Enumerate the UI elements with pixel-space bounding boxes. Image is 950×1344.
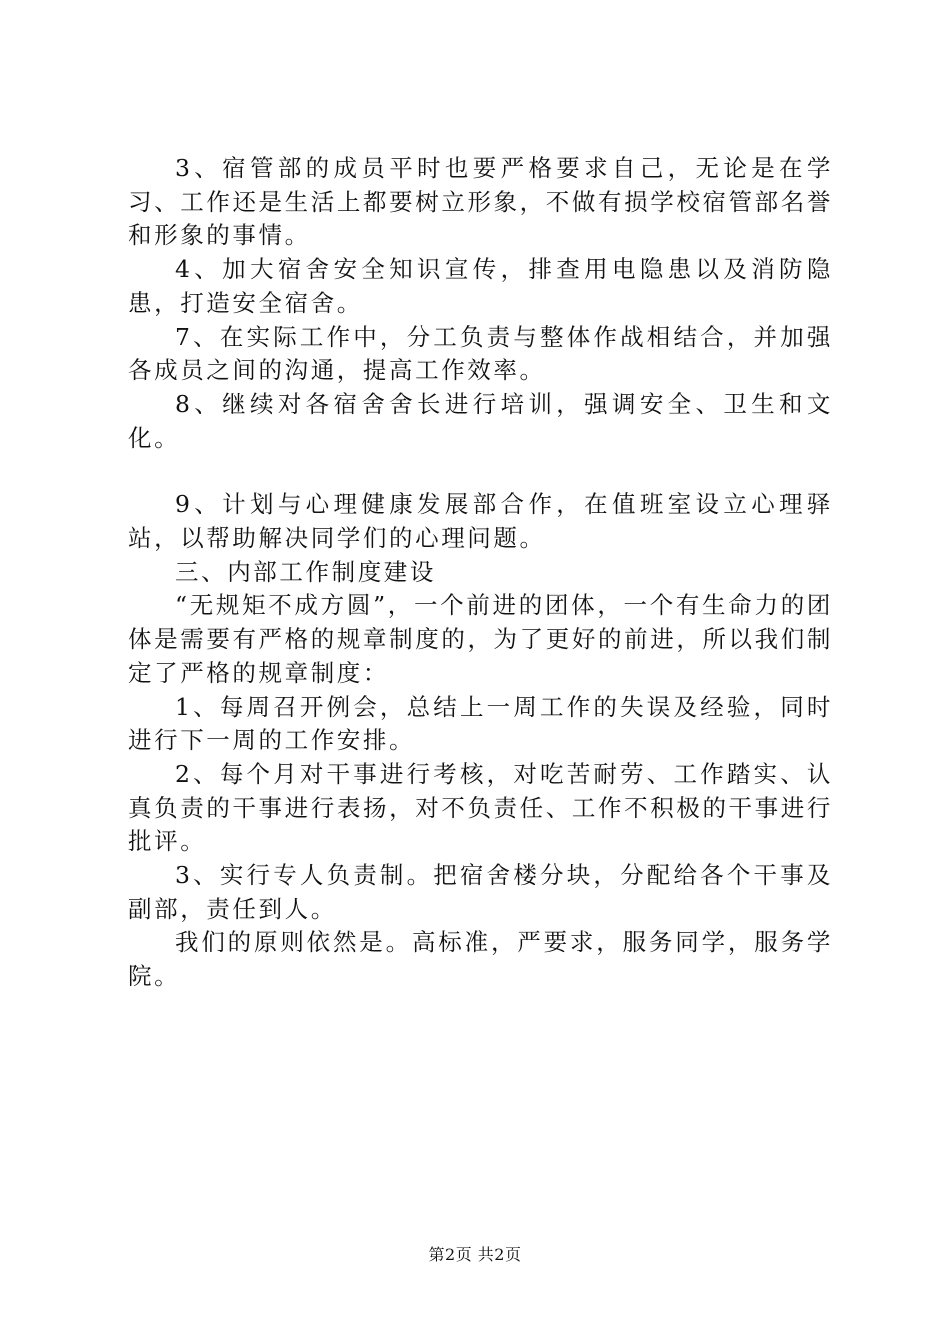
paragraph-item-3: 3、宿管部的成员平时也要严格要求自己，无论是在学习、工作还是生活上都要树立形象，不做有损学校宿管部名誉和形象的事情。	[128, 154, 833, 250]
document-body	[128, 152, 833, 994]
paragraph-item-7: 7、在实际工作中，分工负责与整体作战相结合，并加强各成员之间的沟通，提高工作效率。	[128, 322, 833, 385]
paragraph-rule-2: 2、每个月对干事进行考核，对吃苦耐劳、工作踏实、认真负责的干事进行表扬，对不负责任、工作不积极的干事进行批评。	[128, 759, 833, 856]
paragraph-rule-3: 3、实行专人负责制。把宿舍楼分块，分配给各个干事及副部，责任到人。	[128, 861, 833, 923]
page-number-footer: 第2页 共2页	[428, 1245, 522, 1264]
section-heading: 三、内部工作制度建设	[175, 557, 436, 586]
paragraph-rules-intro: “无规矩不成方圆”，一个前进的团体，一个有生命力的团体是需要有严格的规章制度的，为了更好的前进，所以我们制定了严格的规章制度：	[128, 591, 833, 687]
paragraph-item-4: 4、加大宿舍安全知识宣传，排查用电隐患以及消防隐患，打造安全宿舍。	[128, 255, 833, 317]
paragraph-principle: 我们的原则依然是。高标准，严要求，服务同学，服务学院。	[128, 928, 833, 991]
paragraph-item-8: 8、继续对各宿舍舍长进行培训，强调安全、卫生和文化。	[128, 389, 833, 452]
paragraph-rule-1: 1、每周召开例会，总结上一周工作的失误及经验，同时进行下一周的工作安排。	[128, 692, 833, 755]
paragraph-item-9: 9、计划与心理健康发展部合作，在值班室设立心理驿站，以帮助解决同学们的心理问题。	[128, 490, 833, 553]
